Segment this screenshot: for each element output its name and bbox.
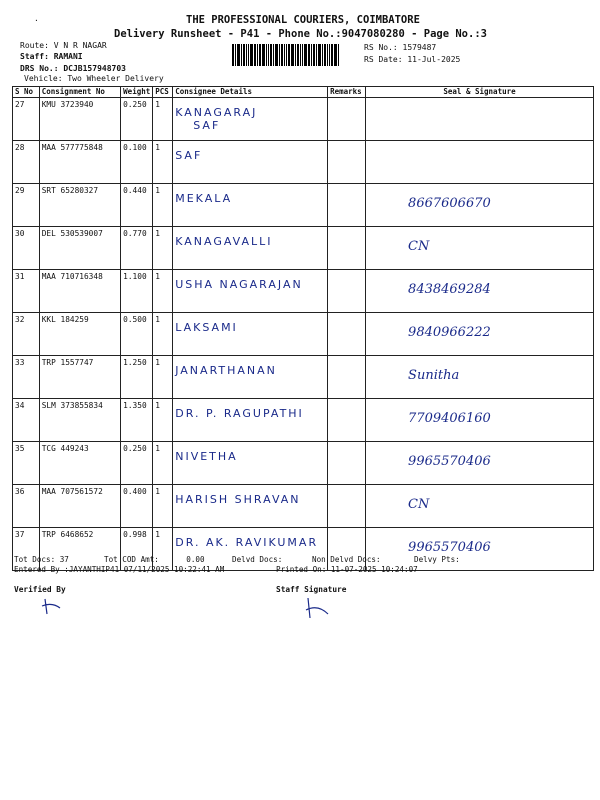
corner-mark: ·	[34, 16, 39, 25]
verified-signature-scribble	[40, 596, 70, 618]
cell-consignment: SRT 65280327	[39, 184, 120, 227]
delvd-docs: Delvd Docs:	[232, 555, 283, 564]
consignee-name-extra: SAF	[193, 119, 221, 132]
consignee-name: JANARTHANAN	[175, 364, 277, 377]
cell-consignee	[173, 442, 328, 485]
route-label: Route: V N R NAGAR	[20, 41, 107, 50]
cell-consignment: TRP 1557747	[39, 356, 120, 399]
staff-signature-label: Staff Signature	[276, 585, 347, 594]
cell-weight: 0.100	[121, 141, 153, 184]
col-pcs: PCS	[153, 87, 173, 98]
non-delvd-docs: Non Delvd Docs:	[312, 555, 381, 564]
cell-remarks	[328, 184, 366, 227]
signature-text: Sunitha	[408, 368, 460, 383]
cell-sno: 36	[13, 485, 40, 528]
cell-consignee	[173, 399, 328, 442]
col-signature: Seal & Signature	[366, 87, 594, 98]
cell-pcs: 1	[153, 141, 173, 184]
cell-signature	[366, 98, 594, 141]
cell-signature	[366, 313, 594, 356]
cell-pcs: 1	[153, 270, 173, 313]
cell-consignment: TRP 6468652	[39, 528, 120, 571]
table-row	[13, 227, 594, 270]
table-row	[13, 184, 594, 227]
signature-text: 8667606670	[408, 196, 491, 211]
cell-sno: 29	[13, 184, 40, 227]
table-row	[13, 356, 594, 399]
cell-consignee	[173, 485, 328, 528]
table-row	[13, 399, 594, 442]
cell-weight: 0.500	[121, 313, 153, 356]
barcode	[232, 44, 340, 70]
cell-weight: 0.250	[121, 442, 153, 485]
cell-signature	[366, 141, 594, 184]
cell-consignee	[173, 313, 328, 356]
cell-consignee	[173, 98, 328, 141]
signature-text	[368, 143, 591, 153]
cell-signature	[366, 270, 594, 313]
cell-signature	[366, 184, 594, 227]
entered-by: Entered By :JAYANTHIP41 07/11/2025 10:22:41 AM	[14, 565, 225, 574]
cell-remarks	[328, 313, 366, 356]
cell-consignee	[173, 227, 328, 270]
cell-weight: 0.250	[121, 98, 153, 141]
tot-cod: Tot COD Amt: 0.00	[104, 555, 205, 564]
cell-signature	[366, 227, 594, 270]
signature-text: 9965570406	[408, 454, 491, 469]
col-sno: S No	[13, 87, 40, 98]
consignee-name: KANAGAVALLI	[175, 235, 273, 248]
col-weight: Weight	[121, 87, 153, 98]
cell-sno: 35	[13, 442, 40, 485]
printed-on: Printed On: 11-07-2025 10:24:07	[276, 565, 418, 574]
cell-consignment: KKL 184259	[39, 313, 120, 356]
staff-signature-scribble	[300, 596, 340, 622]
vehicle-label: Vehicle: Two Wheeler Delivery	[24, 74, 164, 83]
consignee-name: MEKALA	[175, 192, 233, 205]
cell-remarks	[328, 227, 366, 270]
cell-remarks	[328, 442, 366, 485]
cell-remarks	[328, 356, 366, 399]
signature-text: 9840966222	[408, 325, 491, 340]
consignee-name: DR. AK. RAVIKUMAR	[175, 536, 319, 549]
delvy-pts: Delvy Pts:	[414, 555, 460, 564]
table-row	[13, 442, 594, 485]
col-consignee: Consignee Details	[173, 87, 328, 98]
signature-text: CN	[408, 239, 430, 254]
cell-pcs: 1	[153, 442, 173, 485]
cell-sno: 27	[13, 98, 40, 141]
table-header-row	[13, 87, 594, 98]
table-row	[13, 98, 594, 141]
runsheet-table	[12, 86, 594, 571]
cell-consignee	[173, 141, 328, 184]
tot-docs: Tot Docs: 37	[14, 555, 69, 564]
cell-remarks	[328, 270, 366, 313]
company-title: THE PROFESSIONAL COURIERS, COIMBATORE	[186, 14, 420, 26]
col-remarks: Remarks	[328, 87, 366, 98]
cell-pcs: 1	[153, 98, 173, 141]
consignee-name: USHA NAGARAJAN	[175, 278, 303, 291]
cell-consignment: DEL 530539007	[39, 227, 120, 270]
cell-pcs: 1	[153, 227, 173, 270]
cell-sno: 28	[13, 141, 40, 184]
consignee-name: NIVETHA	[175, 450, 238, 463]
cell-pcs: 1	[153, 184, 173, 227]
cell-signature	[366, 399, 594, 442]
cell-remarks	[328, 141, 366, 184]
cell-weight: 0.770	[121, 227, 153, 270]
cell-sno: 30	[13, 227, 40, 270]
drs-label: DRS No.: DCJB157948703	[20, 64, 126, 73]
rs-no-label: RS No.: 1579487	[364, 43, 437, 52]
cell-consignment: KMU 3723940	[39, 98, 120, 141]
cell-consignment: SLM 373855834	[39, 399, 120, 442]
cell-weight: 0.440	[121, 184, 153, 227]
consignee-name: DR. P. RAGUPATHI	[175, 407, 304, 420]
cell-sno: 32	[13, 313, 40, 356]
consignee-name: SAF	[175, 149, 203, 162]
cell-consignee	[173, 184, 328, 227]
cell-consignment: TCG 449243	[39, 442, 120, 485]
cell-pcs: 1	[153, 313, 173, 356]
consignee-name: HARISH SHRAVAN	[175, 493, 301, 506]
consignee-name: KANAGARAJ	[175, 106, 258, 119]
cell-remarks	[328, 399, 366, 442]
cell-pcs: 1	[153, 485, 173, 528]
runsheet-subtitle: Delivery Runsheet - P41 - Phone No.:9047080280 - Page No.:3	[114, 28, 487, 40]
cell-consignment: MAA 577775848	[39, 141, 120, 184]
signature-text: 7709406160	[408, 411, 491, 426]
table-row	[13, 141, 594, 184]
consignee-name: LAKSAMI	[175, 321, 238, 334]
signature-text: 9965570406	[408, 540, 491, 555]
cell-remarks	[328, 98, 366, 141]
cell-consignment: MAA 710716348	[39, 270, 120, 313]
cell-consignment: MAA 707561572	[39, 485, 120, 528]
cell-signature	[366, 485, 594, 528]
table-row	[13, 270, 594, 313]
cell-weight: 0.400	[121, 485, 153, 528]
signature-text	[368, 100, 591, 110]
cell-pcs: 1	[153, 399, 173, 442]
cell-signature	[366, 442, 594, 485]
col-consignment: Consignment No	[39, 87, 120, 98]
cell-weight: 1.350	[121, 399, 153, 442]
signature-text: CN	[408, 497, 430, 512]
table-row	[13, 485, 594, 528]
staff-label: Staff: RAMANI	[20, 52, 83, 61]
signature-text: 8438469284	[408, 282, 491, 297]
cell-weight: 1.100	[121, 270, 153, 313]
cell-remarks	[328, 485, 366, 528]
cell-pcs: 1	[153, 528, 173, 571]
cell-signature	[366, 356, 594, 399]
cell-consignee	[173, 270, 328, 313]
cell-sno: 34	[13, 399, 40, 442]
cell-weight: 1.250	[121, 356, 153, 399]
cell-weight: 0.998	[121, 528, 153, 571]
table-row	[13, 313, 594, 356]
verified-by-label: Verified By	[14, 585, 66, 594]
rs-date-label: RS Date: 11-Jul-2025	[364, 55, 461, 64]
cell-sno: 33	[13, 356, 40, 399]
cell-consignee	[173, 356, 328, 399]
cell-pcs: 1	[153, 356, 173, 399]
cell-sno: 31	[13, 270, 40, 313]
cell-sno: 37	[13, 528, 40, 571]
